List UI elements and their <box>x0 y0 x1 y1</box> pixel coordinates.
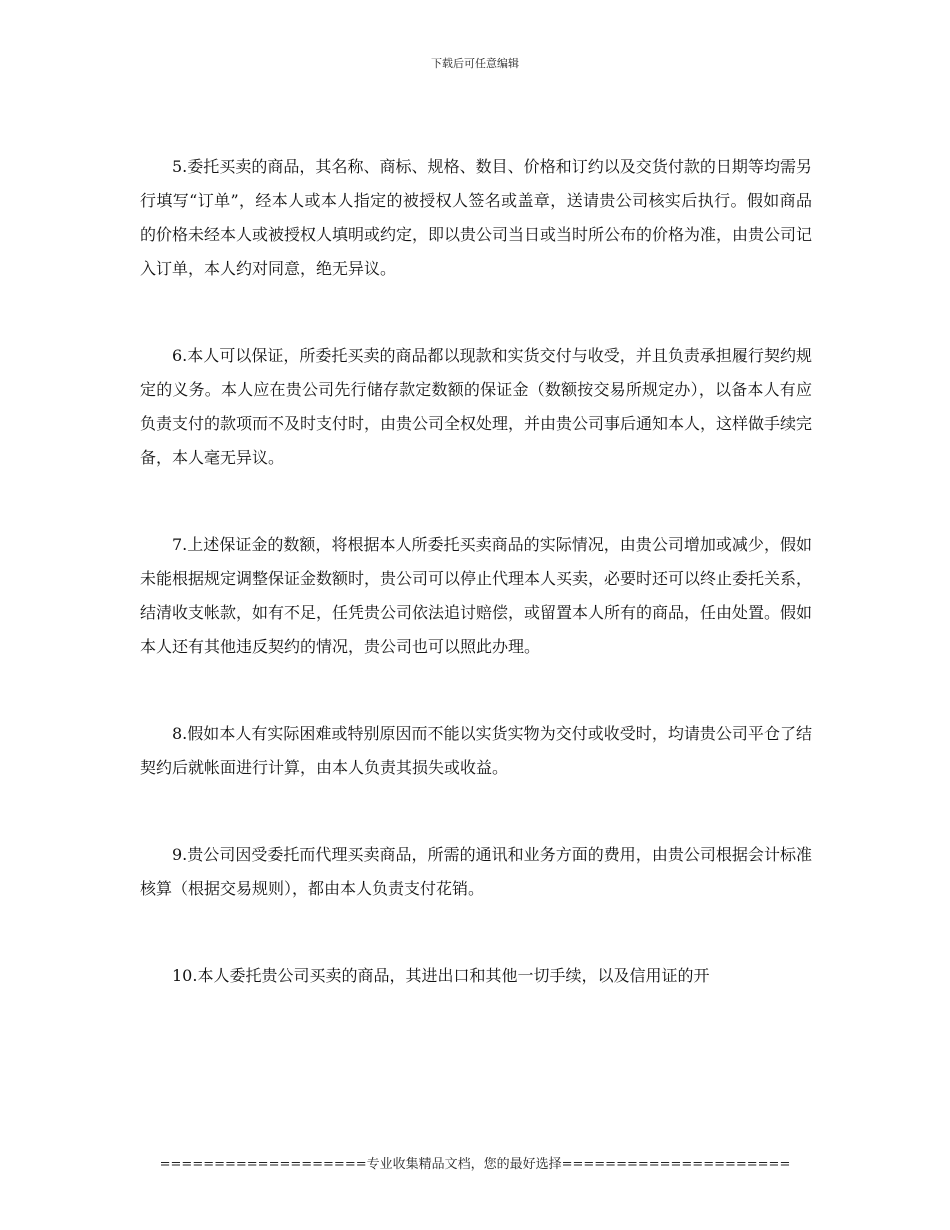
header-note: 下载后可任意编辑 <box>431 57 519 70</box>
document-body <box>140 150 812 1046</box>
footer-note: ===================专业收集精品文档，您的最好选择===================== <box>159 1157 791 1172</box>
paragraph-5: 5.委托买卖的商品，其名称、商标、规格、数目、价格和订约以及交货付款的日期等均需另行填写“订单”，经本人或本人指定的被授权人签名或盖章，送请贵公司核实后执行。假如商品的价格未经本人或被授权人填明或约定，即以贵公司当日或当时所公布的价格为准，由贵公司记入订单，本人约对同意，绝无异议。 <box>140 157 813 278</box>
paragraph-9: 9.贵公司因受委托而代理买卖商品，所需的通讯和业务方面的费用，由贵公司根据会计标准核算（根据交易规则），都由本人负责支付花销。 <box>140 845 812 898</box>
paragraph-10: 10.本人委托贵公司买卖的商品，其进出口和其他一切手续，以及信用证的开 <box>172 966 710 985</box>
paragraph-6: 6.本人可以保证，所委托买卖的商品都以现款和实货交付与收受，并且负责承担履行契约规定的义务。本人应在贵公司先行储存款定数额的保证金（数额按交易所规定办），以备本人有应负责支付的款项而不及时支付时，由贵公司全权处理，并由贵公司事后通知本人，这样做手续完备，本人毫无异议。 <box>140 346 813 467</box>
paragraph-7: 7.上述保证金的数额，将根据本人所委托买卖商品的实际情况，由贵公司增加或减少，假如未能根据规定调整保证金数额时，贵公司可以停止代理本人买卖，必要时还可以终止委托关系，结清收支帐款，如有不足，任凭贵公司依法追讨赔偿，或留置本人所有的商品，任由处置。假如本人还有其他违反契约的情况，贵公司也可以照此办理。 <box>140 535 813 656</box>
paragraph-8: 8.假如本人有实际困难或特别原因而不能以实货实物为交付或收受时，均请贵公司平仓了结契约后就帐面进行计算，由本人负责其损失或收益。 <box>140 724 812 777</box>
